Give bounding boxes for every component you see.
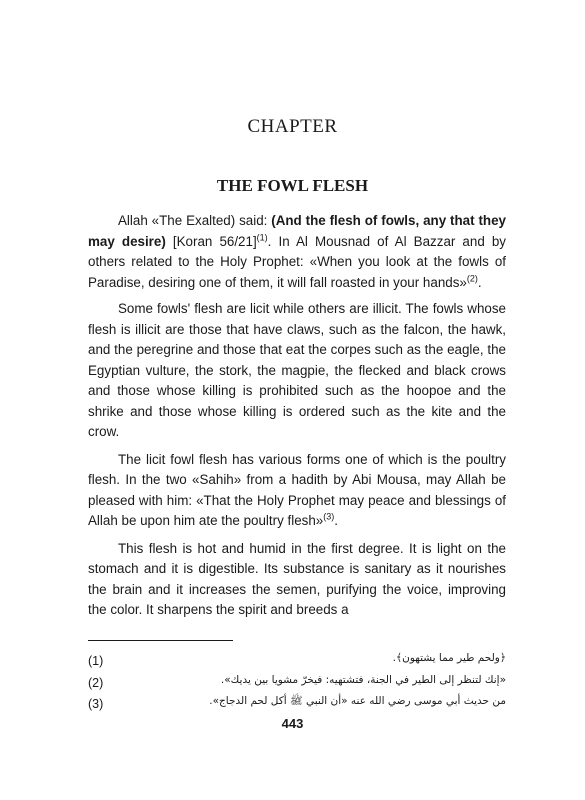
p1-text-c: [Koran 56/21] [165,233,257,249]
body-text [88,211,506,628]
footnote-divider [88,640,233,641]
p1-text-a: Allah «The Exalted) said: [118,213,272,228]
footnote-number: (1) [88,654,104,668]
chapter-heading: CHAPTER [247,116,338,137]
paragraph-2: Some fowls' flesh are licit while others are illicit. The fowls whose flesh is illicit are those that have claws, such as the falcon, the hawk, and the peregrine and those that eat the corpes such as the eagle, the Egyptian vulture, the stork, the magpie, the flecked and black crows and those whose killing is prohibited such as the hoopoe and the shrike and those whose killing is ordered such as the kite and the crow. [88,301,506,439]
footnote-arabic-text: ﴿ولحم طير مما يشتهون﴾. [392,652,506,664]
p1-text-e: . [477,274,482,290]
p3-text-b: . [334,513,338,528]
p1-text-d: . In Al Mousnad of Al Bazzar and by others related to the Holy Prophet: «When you look at the fowls of Paradise, desiring one of them, it will fall roasted in your hands» [88,233,507,290]
p3-text-a: The licit fowl flesh has various forms one of which is the poultry flesh. In the two «Sahih» from a hadith by Abi Mousa, may Allah be pleased with him: «That the Holy Prophet may peace and blessings of Allah be upon him ate the poultry flesh» [88,451,506,528]
paragraph-1 [88,211,506,293]
paragraph-4: This flesh is hot and humid in the first degree. It is light on the stomach and it is digestible. Its substance is sanitary as it nourishes the brain and it increases the semen, purifying the voice, improving the color. It sharpens the spirit and breeds a [88,540,506,617]
footnote-ref-3: (3) [323,511,335,522]
koran-quote: (And the flesh of fowls, any that they may desire) [88,213,506,249]
chapter-title: THE FOWL FLESH [216,176,369,195]
footnote-number: (2) [88,676,104,690]
footnote-ref-1: (1) [256,232,268,243]
footnote-arabic-text: «إنك لتنظر إلى الطير في الجنة، فتشتهيه: فيخرّ مشويا بين يديك». [220,674,506,686]
footnote-arabic-text: من حديث أبي موسى رضي الله عنه «أن النبي ﷺ أكل لحم الدجاج». [209,695,506,707]
footnote-3 [88,695,506,715]
footnote-2 [88,674,506,694]
footnote-number: (3) [88,697,104,711]
footnote-1 [88,652,506,672]
paragraph-3 [88,450,506,532]
footnote-ref-2: (2) [466,273,478,284]
page-number: 443 [281,716,304,731]
